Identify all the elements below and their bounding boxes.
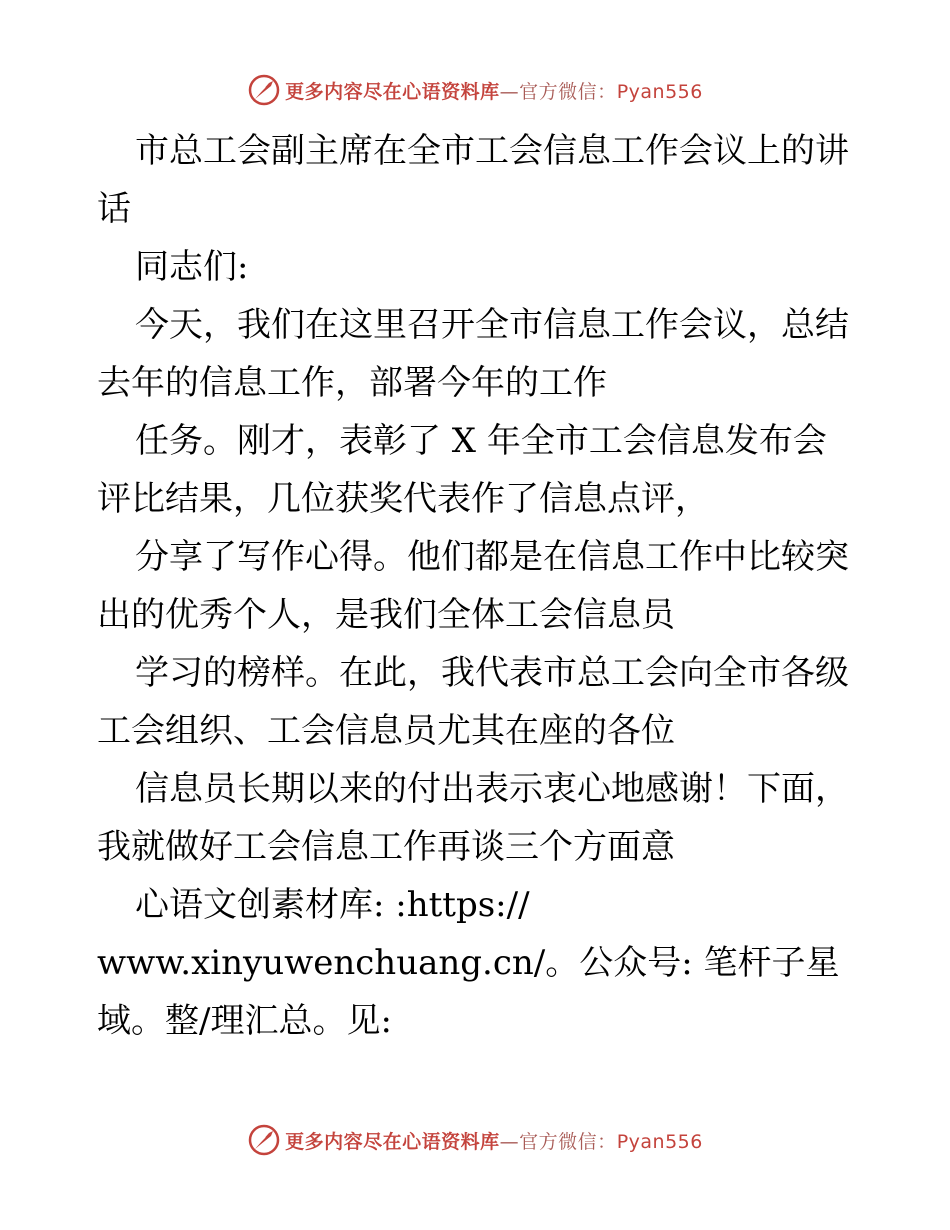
banner-wechat-id: Pyan556	[616, 1130, 703, 1153]
banner-wechat-label: 官方微信：	[519, 80, 617, 103]
document-title: 市总工会副主席在全市工会信息工作会议上的讲话	[97, 131, 849, 229]
body-paragraph: 任务。刚才，表彰了 X 年全市工会信息发布会评比结果，几位获奖代表作了信息点评，	[97, 421, 827, 519]
banner-text	[285, 77, 703, 104]
body-paragraph: 分享了写作心得。他们都是在信息工作中比较突出的优秀个人，是我们全体工会信息员	[97, 537, 849, 635]
banner-wechat-label: 官方微信：	[519, 1130, 617, 1153]
body-paragraph: 学习的榜样。在此，我代表市总工会向全市各级工会组织、工会信息员尤其在座的各位	[97, 653, 849, 751]
banner-text	[285, 1127, 703, 1154]
header-banner	[0, 70, 950, 110]
body-paragraph: 信息员长期以来的付出表示衷心地感谢！下面，我就做好工会信息工作再谈三个方面意	[97, 769, 849, 867]
quill-logo-icon	[247, 1123, 281, 1157]
footer-banner	[0, 1120, 950, 1160]
banner-library-text: 更多内容尽在心语资料库	[285, 1130, 500, 1153]
banner-library-text: 更多内容尽在心语资料库	[285, 80, 500, 103]
quill-logo-icon	[247, 73, 281, 107]
body-paragraph: 今天，我们在这里召开全市信息工作会议，总结去年的信息工作，部署今年的工作	[97, 305, 849, 403]
banner-dash: —	[499, 80, 520, 103]
footer-banner-inner	[247, 1123, 703, 1157]
banner-dash: —	[499, 1130, 520, 1153]
banner-wechat-id: Pyan556	[616, 80, 703, 103]
header-banner-inner	[247, 73, 703, 107]
source-note: 心语文创素材库: :https://	[135, 885, 530, 925]
salutation: 同志们:	[135, 247, 249, 287]
document-body	[97, 122, 857, 1050]
source-url-note: www.xinyuwenchuang.cn/。公众号: 笔杆子星域。整/理汇总。见:	[97, 943, 840, 1041]
